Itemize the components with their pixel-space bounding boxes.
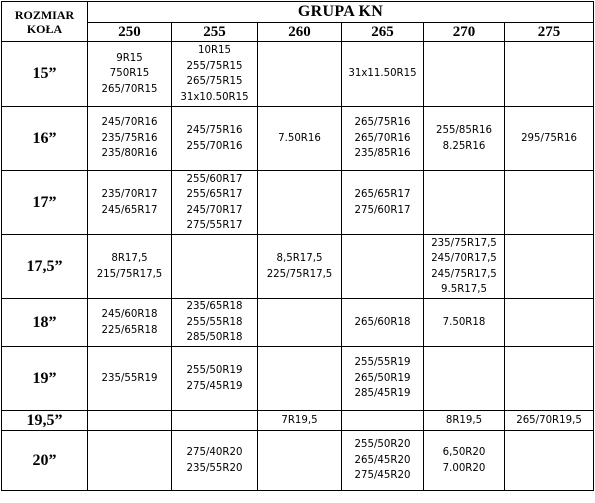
table-cell <box>342 171 424 235</box>
tire-size-entry: 265/70R19,5 <box>516 414 582 426</box>
tire-size-entry: 255/55R19 <box>354 357 411 369</box>
tire-size-entry: 285/50R18 <box>186 332 243 344</box>
tire-size-entry: 235/65R18 <box>186 301 243 313</box>
table-cell <box>88 411 172 431</box>
size-header-line: ROZMIAR <box>14 7 75 22</box>
tire-size-entry: 255/85R16 <box>436 125 492 136</box>
table-cell <box>172 107 258 171</box>
table-cell <box>424 171 505 235</box>
tire-size-entry: 7.00R20 <box>442 462 486 474</box>
row-size-label: 17” <box>2 171 88 235</box>
table-row <box>2 347 594 411</box>
table-cell <box>505 431 594 491</box>
tire-size-entry: 235/75R17,5 <box>431 237 497 249</box>
tire-size-entry: 245/70R16 <box>101 117 158 129</box>
tire-size-entry: 255/50R19 <box>186 365 243 376</box>
table-row <box>2 299 594 347</box>
table-cell <box>342 107 424 171</box>
table-cell <box>258 107 342 171</box>
table-cell <box>258 171 342 235</box>
size-header <box>2 2 88 42</box>
column-header: 250 <box>88 23 172 42</box>
table-cell <box>258 431 342 491</box>
table-row <box>2 171 594 235</box>
tire-size-entry: 235/80R16 <box>101 148 158 160</box>
table-cell <box>424 411 505 431</box>
table-row <box>2 42 594 107</box>
tire-size-entry: 235/75R16 <box>101 132 158 144</box>
tire-size-entry: 31x11.50R15 <box>348 68 417 80</box>
table-cell <box>172 299 258 347</box>
row-size-label: 20” <box>2 431 88 491</box>
table-cell <box>88 42 172 107</box>
table-cell <box>424 235 505 299</box>
tire-size-entry: 235/55R19 <box>101 372 158 384</box>
table-cell <box>88 171 172 235</box>
tire-size-entry: 275/60R17 <box>354 204 411 216</box>
row-size-label: 15” <box>2 42 88 107</box>
table-cell <box>258 299 342 347</box>
group-header: GRUPA KN <box>88 2 594 23</box>
tire-size-entry: 6,50R20 <box>442 447 486 458</box>
tire-size-entry: 245/75R17,5 <box>431 268 497 280</box>
table-cell <box>258 411 342 431</box>
table-cell <box>88 347 172 411</box>
tire-size-entry: 255/65R17 <box>186 189 243 200</box>
tire-size-entry: 7R19,5 <box>281 414 318 426</box>
table-cell <box>342 42 424 107</box>
table-row <box>2 411 594 431</box>
tire-size-entry: 265/75R15 <box>186 76 243 87</box>
tire-size-entry: 275/40R20 <box>186 447 243 458</box>
row-size-label: 19,5” <box>2 411 88 431</box>
tire-size-entry: 9.5R17,5 <box>441 284 487 295</box>
tire-size-entry: 265/65R17 <box>354 189 411 200</box>
tire-size-entry: 265/45R20 <box>354 454 411 466</box>
table-cell <box>258 235 342 299</box>
table-cell <box>505 347 594 411</box>
tire-size-entry: 265/70R15 <box>101 83 158 95</box>
table-cell <box>505 411 594 431</box>
table-cell <box>424 347 505 411</box>
table-cell <box>505 299 594 347</box>
tire-size-entry: 275/45R20 <box>354 470 411 482</box>
column-header: 260 <box>258 23 342 42</box>
tire-size-entry: 245/70R17,5 <box>431 253 497 264</box>
table-cell <box>258 42 342 107</box>
tire-size-entry: 8,5R17,5 <box>276 253 323 264</box>
tire-size-entry: 235/85R16 <box>354 148 411 160</box>
tire-size-entry: 8R19,5 <box>445 414 483 426</box>
tire-size-entry: 7.50R18 <box>442 316 486 328</box>
tire-size-entry: 265/50R19 <box>354 372 411 384</box>
table-cell <box>88 299 172 347</box>
tire-size-entry: 255/70R16 <box>186 140 243 152</box>
tire-size-entry: 225/65R18 <box>101 324 158 336</box>
table-cell <box>505 171 594 235</box>
table-cell <box>424 299 505 347</box>
row-size-label: 19” <box>2 347 88 411</box>
table-cell <box>172 347 258 411</box>
tire-size-entry: 245/70R17 <box>186 204 243 216</box>
tire-size-entry: 8.25R16 <box>442 140 486 152</box>
column-header: 255 <box>172 23 258 42</box>
tire-size-entry: 8R17,5 <box>111 253 148 264</box>
tire-size-entry: 750R15 <box>109 68 150 80</box>
tire-size-entry: 265/75R16 <box>354 117 411 129</box>
tire-size-entry: 245/75R16 <box>186 125 243 136</box>
table-cell <box>172 171 258 235</box>
table-row <box>2 107 594 171</box>
table-cell <box>505 42 594 107</box>
table-cell <box>88 235 172 299</box>
table-cell <box>88 107 172 171</box>
table-cell <box>424 431 505 491</box>
table-cell <box>342 299 424 347</box>
size-header-line: KOŁA <box>26 21 63 36</box>
tire-size-entry: 295/75R16 <box>521 132 577 144</box>
tire-size-entry: 235/70R17 <box>101 189 158 200</box>
tire-size-entry: 285/45R19 <box>354 388 411 400</box>
tire-size-entry: 255/50R20 <box>354 439 411 451</box>
column-header: 265 <box>342 23 424 42</box>
table-cell <box>88 431 172 491</box>
tire-size-entry: 245/60R18 <box>101 309 158 320</box>
table-cell <box>342 347 424 411</box>
tire-size-entry: 265/70R16 <box>354 132 411 144</box>
tire-size-entry: 215/75R17,5 <box>96 268 163 280</box>
tire-size-entry: 225/75R17,5 <box>266 268 333 280</box>
table-row <box>2 235 594 299</box>
table-cell <box>258 347 342 411</box>
tire-size-entry: 255/60R17 <box>186 173 243 185</box>
table-cell <box>342 411 424 431</box>
tire-size-entry: 31x10.50R15 <box>180 91 249 103</box>
table-cell <box>172 411 258 431</box>
table-row <box>2 431 594 491</box>
tire-size-entry: 245/65R17 <box>101 204 158 216</box>
tire-size-entry: 10R15 <box>197 45 231 56</box>
table-cell <box>342 235 424 299</box>
column-header: 275 <box>505 23 594 42</box>
tire-size-table <box>1 1 594 491</box>
table-cell <box>172 42 258 107</box>
row-size-label: 17,5” <box>2 235 88 299</box>
table-cell <box>172 235 258 299</box>
table-cell <box>172 431 258 491</box>
tire-size-entry: 235/55R20 <box>186 462 243 474</box>
tire-size-entry: 255/75R15 <box>186 60 243 72</box>
row-size-label: 16” <box>2 107 88 171</box>
table-cell <box>505 107 594 171</box>
tire-size-entry: 275/55R17 <box>186 220 243 231</box>
tire-size-entry: 255/55R18 <box>186 316 243 328</box>
row-size-label: 18” <box>2 299 88 347</box>
table-cell <box>342 431 424 491</box>
table-cell <box>424 42 505 107</box>
tire-size-entry: 9R15 <box>116 52 143 64</box>
table-cell <box>424 107 505 171</box>
tire-size-entry: 265/60R18 <box>354 316 411 328</box>
tire-size-entry: 7.50R16 <box>278 132 321 144</box>
tire-size-entry: 275/45R19 <box>186 380 243 392</box>
table-cell <box>505 235 594 299</box>
column-header: 270 <box>424 23 505 42</box>
